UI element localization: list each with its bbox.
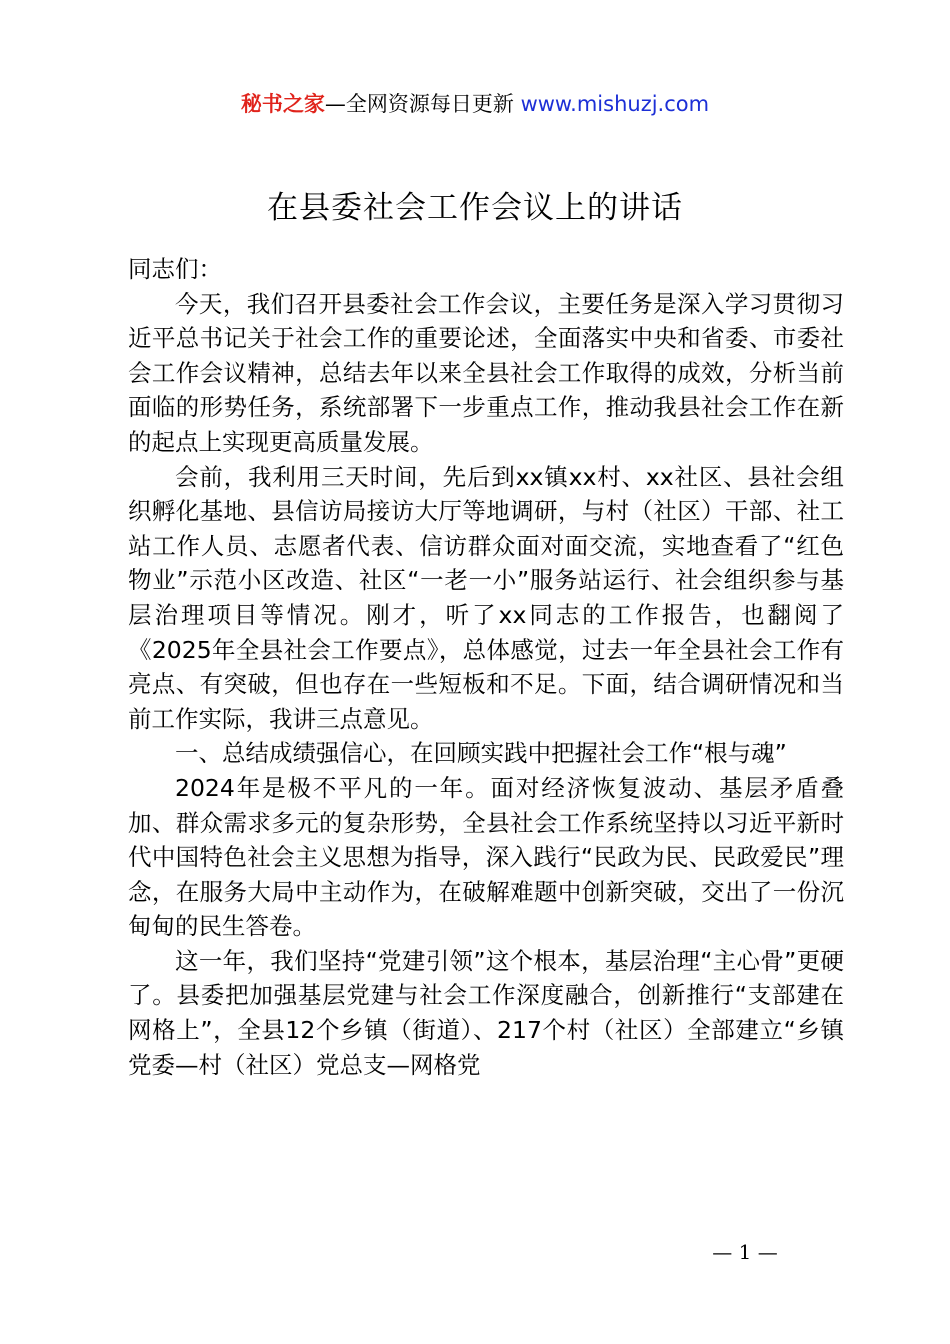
site-tagline: —全网资源每日更新 xyxy=(324,92,521,116)
site-banner xyxy=(0,88,950,120)
page-number: — 1 — xyxy=(712,1240,778,1264)
paragraph-party-building: 这一年，我们坚持“党建引领”这个根本，基层治理“主心骨”更硬了。县委把加强基层党建与社会工作深度融合，创新推行“支部建在网格上”，全县12个乡镇（街道）、217个村（社区）全部建立“乡镇党委—村（社区）党总支—网格党 xyxy=(128,946,844,1079)
site-brand: 秘书之家 xyxy=(240,92,325,116)
paragraph-research: 会前，我利用三天时间，先后到xx镇xx村、xx社区、县社会组织孵化基地、县信访局接访大厅等地调研，与村（社区）干部、社工站工作人员、志愿者代表、信访群众面对面交流，实地查看了“红色物业”示范小区改造、社区“一老一小”服务站运行、社会组织参与基层治理项目等情况。刚才，听了xx同志的工作报告，也翻阅了《2025年全县社会工作要点》，总体感觉，过去一年全县社会工作有亮点、有突破，但也存在一些短板和不足。下面，结合调研情况和当前工作实际，我讲三点意见。 xyxy=(128,462,844,733)
document-title: 在县委社会工作会议上的讲话 xyxy=(267,190,683,226)
salutation: 同志们： xyxy=(128,255,222,283)
site-url-link[interactable]: www.mishuzj.com xyxy=(520,92,710,116)
paragraph-intro: 今天，我们召开县委社会工作会议，主要任务是深入学习贯彻习近平总书记关于社会工作的重要论述，全面落实中央和省委、市委社会工作会议精神，总结去年以来全县社会工作取得的成效，分析当前面临的形势任务，系统部署下一步重点工作，推动我县社会工作在新的起点上实现更高质量发展。 xyxy=(128,289,844,456)
paragraph-2024-review: 2024年是极不平凡的一年。面对经济恢复波动、基层矛盾叠加、群众需求多元的复杂形势，全县社会工作系统坚持以习近平新时代中国特色社会主义思想为指导，深入践行“民政为民、民政爱民”理念，在服务大局中主动作为，在破解难题中创新突破，交出了一份沉甸甸的民生答卷。 xyxy=(128,773,844,941)
document-body xyxy=(128,252,844,1082)
section-heading-1: 一、总结成绩强信心，在回顾实践中把握社会工作“根与魂” xyxy=(175,739,787,768)
